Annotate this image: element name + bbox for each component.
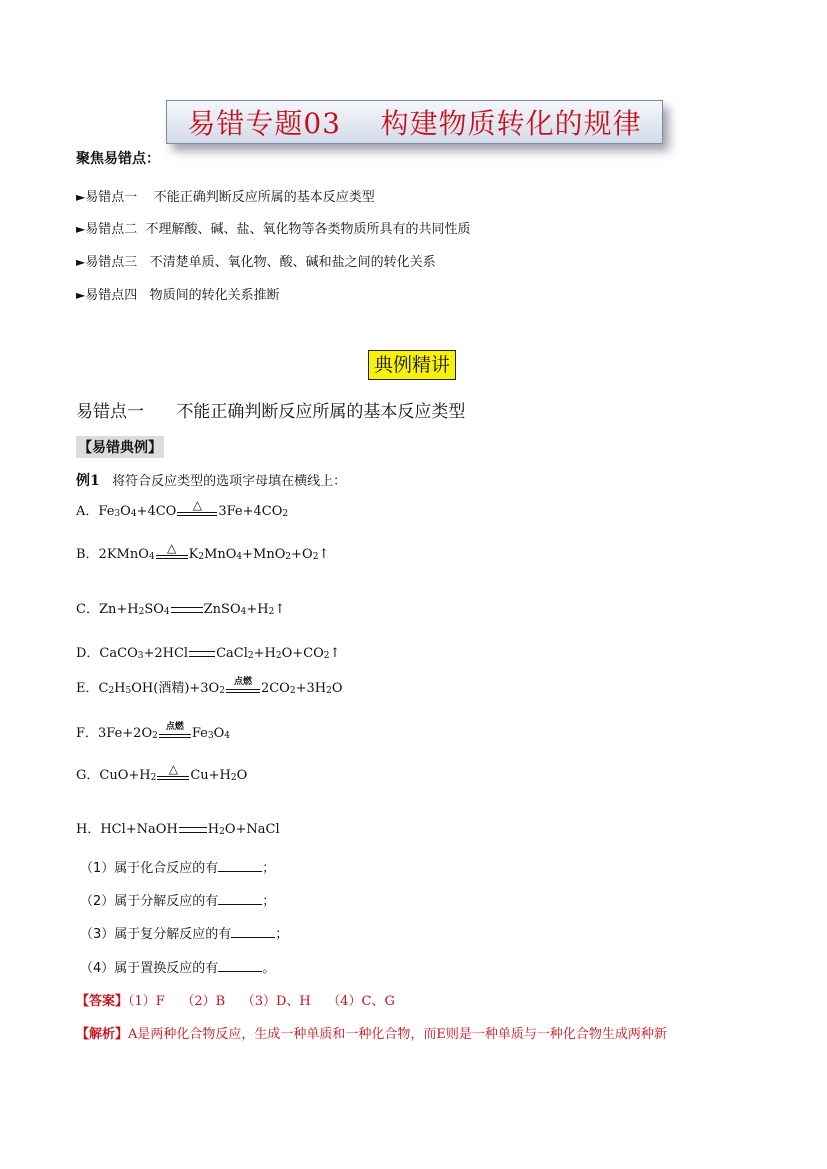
equation-a: A．Fe $_3$ O 4 +4CO △ 3Fe+4CO 2 [76, 498, 289, 519]
triangle-bullet-icon: ► [76, 190, 86, 204]
equals-arrow [171, 607, 203, 613]
answer-blank [231, 925, 275, 938]
question-3: （3）属于复分解反应的有 ； [80, 927, 289, 942]
subheading: 易错点一 不能正确判断反应所属的基本反应类型 [76, 402, 466, 422]
question-1: （1）属于化合反应的有 ； [80, 861, 276, 876]
question-2: （2）属于分解反应的有 ； [80, 894, 276, 909]
focus-label: 聚焦易错点： [76, 151, 160, 167]
equation-f: F．3Fe+2O $_2$ 点燃 Fe 3 O 4 [76, 722, 231, 741]
page-title: 易错专题03 构建物质转化的规律 [166, 100, 663, 144]
error-point-1: ►易错点一 不能正确判断反应所属的基本反应类型 [76, 190, 375, 205]
equation-g: G．CuO+H $_2$ △ Cu+H 2 O [76, 762, 248, 783]
answer-blank [218, 959, 262, 972]
error-point-2: ►易错点二 不理解酸、碱、盐、氧化物等各类物质所具有的共同性质 [76, 222, 471, 237]
heat-condition-arrow: △ [177, 498, 217, 516]
heat-condition-arrow: △ [156, 541, 188, 559]
equation-d: D．CaCO $_3$ +2HCl CaCl 2 +H 2 O+CO 2 ↑ [76, 646, 341, 661]
example-prompt: 例1 将符合反应类型的选项字母填在横线上： [76, 473, 347, 489]
error-point-3: ►易错点三 不清楚单质、氧化物、酸、碱和盐之间的转化关系 [76, 255, 436, 270]
triangle-bullet-icon: ► [76, 288, 86, 302]
triangle-bullet-icon: ► [76, 222, 86, 236]
equals-arrow [179, 827, 207, 833]
answer-line: 【答案】（1）F （2）B （3）D、H （4）C、G [76, 994, 395, 1009]
error-point-4: ►易错点四 物质间的转化关系推断 [76, 288, 280, 303]
analysis-line: 【解析】A是两种化合物反应，生成一种单质和一种化合物，而E则是一种单质与一种化合物生成两种新 [76, 1027, 667, 1042]
equation-b: B．2KMnO $_4$ △ K 2 MnO 4 +MnO 2 +O 2 ↑ [76, 541, 330, 562]
heat-condition-arrow: △ [157, 762, 189, 780]
section-title: 典例精讲 [368, 350, 456, 380]
equation-e: E．C $_2$ H 5 OH(酒精)+3O $_2$ 点燃 2CO 2 +3H 2 O [76, 677, 343, 696]
question-4: （4）属于置换反应的有 。 [80, 961, 276, 976]
answer-blank [218, 892, 262, 905]
equation-c: C．Zn+H $_2$ SO 4 ZnSO 4 +H 2 ↑ [76, 602, 286, 617]
example-tag: 【易错典例】 [76, 436, 164, 458]
equals-arrow [189, 651, 215, 657]
ignite-condition-arrow: 点燃 [226, 675, 260, 693]
ignite-condition-arrow: 点燃 [159, 720, 191, 738]
equation-h: H．HCl+NaOH H 2 O+NaCl [76, 822, 280, 837]
answer-blank [218, 859, 262, 872]
triangle-bullet-icon: ► [76, 255, 86, 269]
